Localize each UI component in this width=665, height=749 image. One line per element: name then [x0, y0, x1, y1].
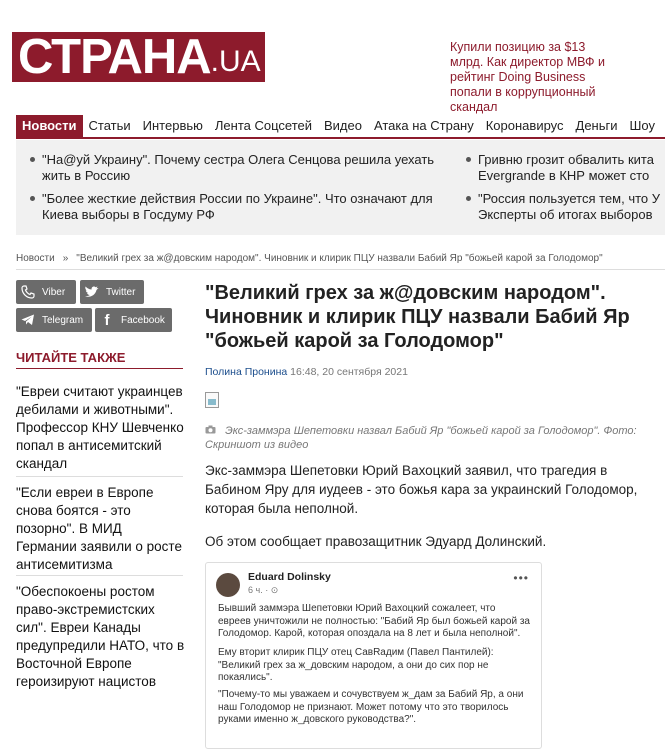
post-author: Eduard Dolinsky	[248, 571, 331, 583]
strip-news-text: "Россия пользуется тем, что У Эксперты об итогах выборов	[478, 191, 661, 222]
author-link[interactable]: Полина Пронина	[205, 366, 288, 378]
post-paragraph: Бывший заммэра Шепетовки Юрий Вахоцкий сожалеет, что евреев уничтожили не полностью: "Бабий Яр был божьей карой за Голодомор. Карой, которая опоздала на 8 лет и была неполной".	[218, 603, 530, 639]
logo-suffix: UA	[218, 45, 261, 78]
bullet-icon	[466, 157, 471, 162]
site-logo[interactable]	[12, 32, 265, 82]
paper-plane-icon	[16, 308, 40, 332]
nav-item-articles[interactable]: Статьи	[88, 118, 131, 133]
post-paragraph: Ему вторит клирик ПЦУ отец СавRадим (Павел Пантилей): "Великий грех за ж_довским народом, а они до сих пор не покаялись".	[218, 647, 494, 683]
caption-text: Экс-заммэра Шепетовки назвал Бабий Яр "божьей карой за Голодомор". Фото: Скриншот из видео	[205, 425, 637, 451]
share-label: Telegram	[42, 314, 84, 326]
share-twitter-button[interactable]	[80, 280, 144, 304]
phone-icon	[16, 280, 40, 304]
bullet-icon	[30, 196, 35, 201]
bird-icon	[80, 280, 104, 304]
facebook-icon: f	[104, 311, 110, 329]
divider	[16, 476, 183, 477]
breadcrumb-home[interactable]: Новости	[16, 253, 55, 264]
share-viber-button[interactable]	[16, 280, 76, 304]
main-nav	[16, 115, 665, 139]
share-telegram-button[interactable]	[16, 308, 92, 332]
divider	[16, 269, 665, 270]
nav-item-interviews[interactable]: Интервью	[142, 118, 203, 133]
nav-item-social-feed[interactable]: Лента Соцсетей	[214, 118, 312, 133]
article-paragraph: Экс-заммэра Шепетовки Юрий Вахоцкий заявил, что трагедия в Бабином Яру для иудеев - это божья кара за украинский Голодомор, которая была неполной.	[205, 463, 638, 516]
share-facebook-button[interactable]	[95, 308, 172, 332]
strip-news-text: "Более жесткие действия России по Украине". Что означают для Киева выборы в Госдуму РФ	[42, 191, 433, 222]
logo-dot: .	[210, 45, 219, 78]
breadcrumb-separator: »	[62, 253, 69, 264]
nav-item-show[interactable]: Шоу	[629, 118, 656, 133]
logo-text: СТРАНА	[18, 30, 211, 84]
avatar	[216, 573, 240, 597]
article-paragraph: Об этом сообщает правозащитник Эдуард Долинский.	[205, 534, 547, 549]
read-also-text: "Обеспокоены ростом право-экстремистских сил". Евреи Канады предупредили НАТО, что в Восточной Европе героизируют нацистов	[16, 584, 185, 689]
image-caption	[205, 424, 650, 452]
camera-icon	[205, 425, 219, 437]
article-byline	[205, 366, 408, 378]
strip-news-item[interactable]	[478, 152, 665, 184]
embedded-post-screenshot	[205, 562, 542, 749]
nav-item-attack[interactable]: Атака на Страну	[373, 118, 474, 133]
share-label: Twitter	[106, 286, 136, 298]
strip-news-text: Гривню грозит обвалить кита Evergrande в КНР может сто	[478, 152, 654, 183]
strip-news-item[interactable]	[42, 191, 462, 223]
nav-item-video[interactable]: Видео	[324, 118, 362, 133]
read-also-item[interactable]	[16, 484, 186, 574]
divider	[16, 575, 183, 576]
divider	[16, 368, 183, 369]
article-headline: "Великий грех за ж@довским народом". Чиновник и клирик ПЦУ назвали Бабий Яр "божьей карой за Голодомор"	[205, 282, 630, 352]
strip-news-text: "На@уй Украину". Почему сестра Олега Сенцова решила уехать жить в Россию	[42, 152, 435, 183]
bullet-icon	[30, 157, 35, 162]
bullet-icon	[466, 196, 471, 201]
article-datetime: 16:48, 20 сентября 2021	[290, 366, 408, 378]
header-teaser-link[interactable]: Купили позицию за $13 млрд. Как директор МВФ и рейтинг Doing Business попали в коррупционный скандал	[450, 40, 606, 114]
post-meta: 6 ч. · ⊙	[248, 585, 279, 595]
strip-news-item[interactable]	[478, 191, 665, 223]
share-label: Facebook	[121, 314, 165, 326]
post-paragraph: "Почему-то мы уважаем и сочувствуем ж_дам за Бабий Яр, а они наш Голодомор не признают. Может потому что это творилось руками именно ж_довского руководства?".	[218, 689, 524, 725]
breadcrumb	[16, 253, 603, 264]
broken-image-icon	[205, 392, 219, 408]
read-also-item[interactable]: "Евреи считают украинцев дебилами и животными". Профессор КНУ Шевченко попал в антисемитский скандал	[16, 384, 184, 471]
strip-news-item[interactable]	[42, 152, 452, 184]
read-also-title: ЧИТАЙТЕ ТАКЖЕ	[16, 350, 126, 365]
share-label: Viber	[42, 286, 66, 298]
read-also-text: "Если евреи в Европе снова боятся - это позорно". В МИД Германии заявили о росте антисемитизма	[16, 485, 182, 572]
nav-item-money[interactable]: Деньги	[575, 118, 618, 133]
news-strip	[16, 140, 665, 235]
nav-item-news[interactable]: Новости	[16, 115, 83, 137]
nav-item-coronavirus[interactable]: Коронавирус	[485, 118, 564, 133]
more-options-icon: •••	[513, 571, 529, 585]
read-also-item[interactable]	[16, 583, 186, 691]
breadcrumb-current: "Великий грех за ж@довским народом". Чиновник и клирик ПЦУ назвали Бабий Яр "божьей карой за Голодомор"	[76, 253, 603, 264]
